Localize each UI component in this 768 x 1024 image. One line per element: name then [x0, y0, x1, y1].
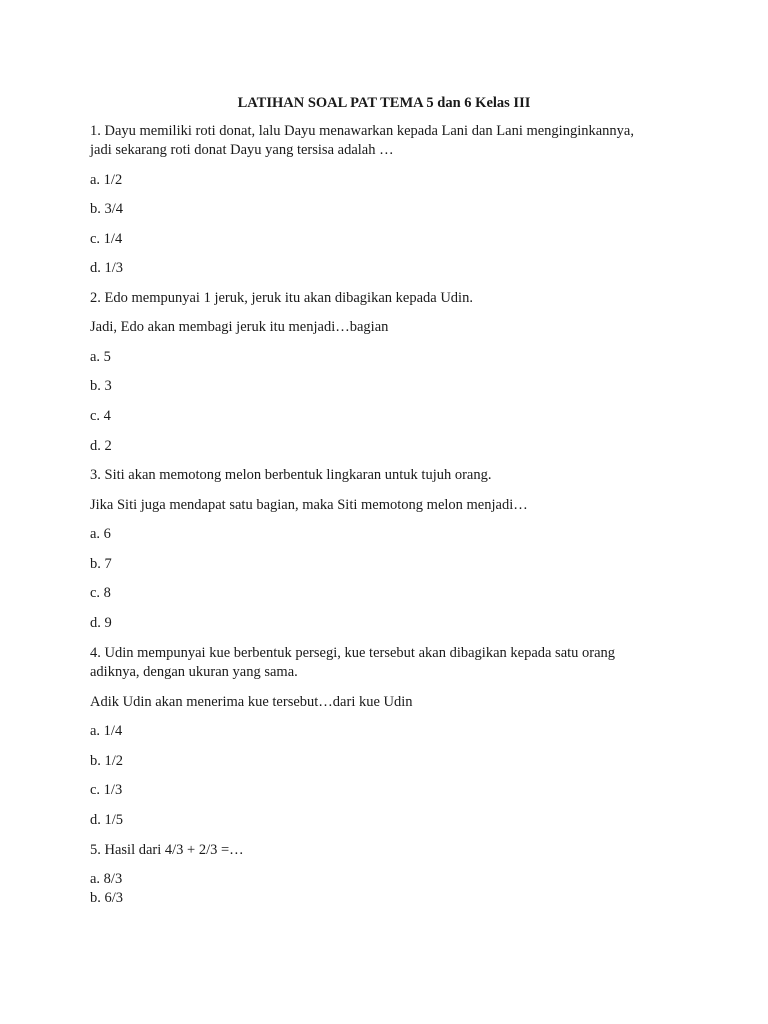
question-4-option-a: a. 1/4 [90, 723, 123, 739]
question-4-option-d: d. 1/5 [90, 812, 124, 828]
question-3-text-line-1: 3. Siti akan memotong melon berbentuk lingkaran untuk tujuh orang. [90, 467, 492, 483]
question-5-option-a: a. 8/3 [90, 871, 123, 887]
question-4-text-line-1: 4. Udin mempunyai kue berbentuk persegi, kue tersebut akan dibagikan kepada satu orang [90, 645, 616, 661]
question-3-option-b: b. 7 [90, 556, 112, 572]
question-3-option-c: c. 8 [90, 585, 111, 601]
question-1-option-b: b. 3/4 [90, 201, 124, 217]
question-2-text-line-2: Jadi, Edo akan membagi jeruk itu menjadi…bagian [90, 319, 389, 335]
question-4-text-line-3: Adik Udin akan menerima kue tersebut…dari kue Udin [90, 694, 413, 710]
question-4-option-c: c. 1/3 [90, 782, 123, 798]
question-1-option-c: c. 1/4 [90, 231, 123, 247]
question-3-option-a: a. 6 [90, 526, 111, 542]
question-4-option-b: b. 1/2 [90, 753, 124, 769]
question-3-text-line-2: Jika Siti juga mendapat satu bagian, maka Siti memotong melon menjadi… [90, 497, 528, 513]
question-3-option-d: d. 9 [90, 615, 112, 631]
question-1-text-line-2: jadi sekarang roti donat Dayu yang tersisa adalah … [90, 142, 394, 158]
question-5-option-b: b. 6/3 [90, 890, 124, 906]
question-2-text-line-1: 2. Edo mempunyai 1 jeruk, jeruk itu akan dibagikan kepada Udin. [90, 290, 473, 306]
question-2-option-b: b. 3 [90, 378, 112, 394]
question-2-option-c: c. 4 [90, 408, 111, 424]
document-title: LATIHAN SOAL PAT TEMA 5 dan 6 Kelas III [237, 95, 531, 111]
question-1-text-line-1: 1. Dayu memiliki roti donat, lalu Dayu menawarkan kepada Lani dan Lani menginginkannya, [90, 123, 634, 139]
question-2-option-d: d. 2 [90, 438, 112, 454]
question-1-option-d: d. 1/3 [90, 260, 124, 276]
question-2-option-a: a. 5 [90, 349, 111, 365]
question-5-text-line-1: 5. Hasil dari 4/3 + 2/3 =… [90, 842, 244, 858]
question-4-text-line-2: adiknya, dengan ukuran yang sama. [90, 664, 298, 680]
question-1-option-a: a. 1/2 [90, 172, 123, 188]
